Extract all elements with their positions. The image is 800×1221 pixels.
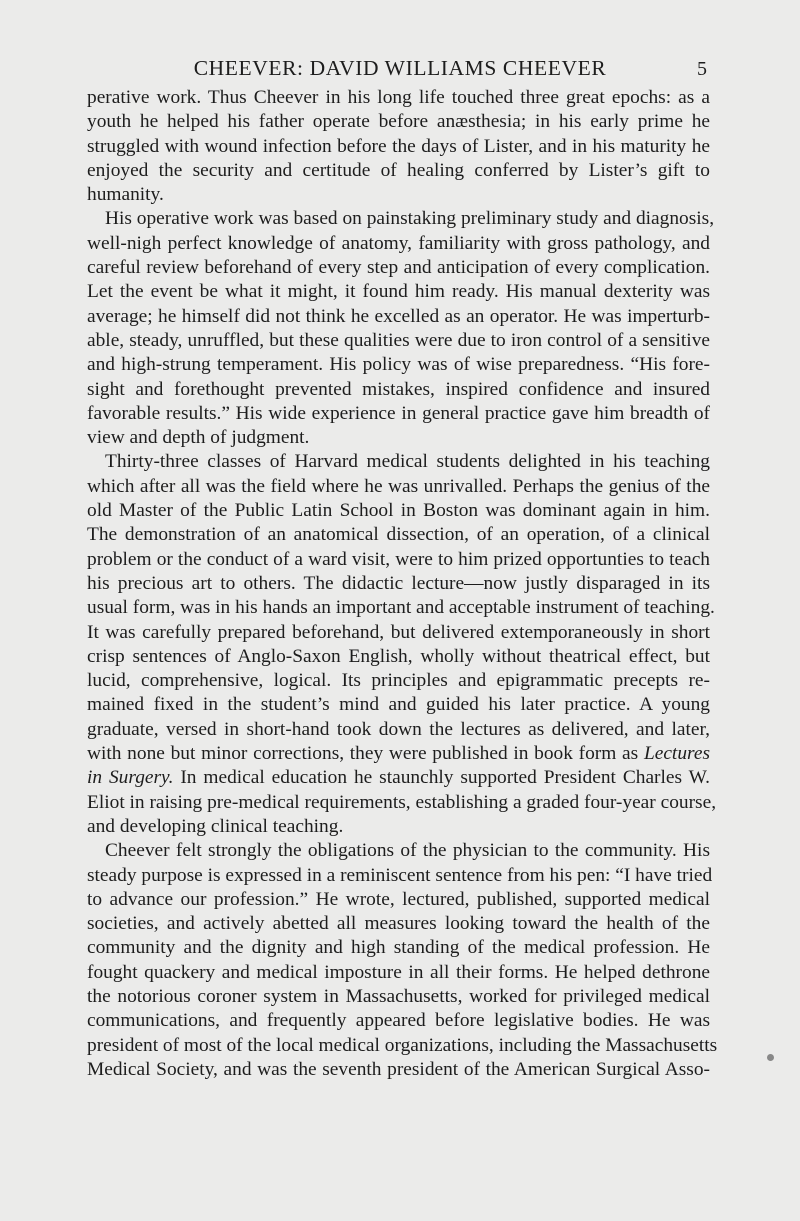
text-line: Medical Society, and was the seventh president of the American Surgical Asso- [87, 1058, 710, 1080]
text-line: communications, and frequently appeared before legislative bodies. He was [87, 1010, 710, 1032]
text-line: president of most of the local medical organizations, including the Massachusetts [87, 1034, 718, 1056]
text-line: well-nigh perfect knowledge of anatomy, familiarity with gross pathology, and [87, 232, 710, 254]
text-line: mained fixed in the student’s mind and guided his later practice. A young [87, 694, 710, 716]
text-line: It was carefully prepared beforehand, but delivered extemporaneously in short [87, 621, 710, 643]
text-line: old Master of the Public Latin School in Boston was dominant again in him. [87, 500, 710, 522]
text-line: problem or the conduct of a ward visit, were to him prized opportunties to teach [87, 548, 710, 570]
surgery-title-italic: in Surgery. [87, 767, 174, 789]
text-line: The demonstration of an anatomical dissection, of an operation, of a clinical [87, 524, 710, 546]
text-line: usual form, was in his hands an important and acceptable instrument of teaching. [87, 597, 715, 619]
text-line: fought quackery and medical imposture in all their forms. He helped dethrone [87, 961, 710, 983]
text-line: the notorious coroner system in Massachusetts, worked for privileged medical [87, 985, 710, 1007]
text-line: crisp sentences of Anglo-Saxon English, wholly without theatrical effect, but [87, 645, 710, 667]
text-line: which after all was the field where he was unrivalled. Perhaps the genius of the [87, 475, 710, 497]
text-line: and developing clinical teaching. [87, 815, 344, 837]
text-line: lucid, comprehensive, logical. Its principles and epigrammatic precepts re- [87, 670, 710, 692]
text-line [87, 742, 710, 766]
text-line: struggled with wound infection before the days of Lister, and in his maturity he [87, 135, 710, 157]
text-line: His operative work was based on painstaking preliminary study and diagnosis, [105, 208, 715, 230]
text-line: enjoyed the security and certitude of healing conferred by Lister’s gift to [87, 159, 710, 181]
text-line: sight and forethought prevented mistakes, inspired confidence and insured [87, 378, 710, 400]
text-line: average; he himself did not think he excelled as an operator. He was imperturb- [87, 305, 710, 327]
text-line: favorable results.” His wide experience in general practice gave him breadth of [87, 402, 710, 424]
text-line: Let the event be what it might, it found him ready. His manual dexterity was [87, 281, 710, 303]
text-line [87, 766, 710, 790]
paper-speck [767, 1054, 774, 1061]
body-text [87, 86, 718, 1082]
text-line: view and depth of judgment. [87, 427, 310, 449]
page-number: 5 [697, 58, 707, 80]
text-line-part: with none but minor corrections, they were published in book form as [87, 743, 639, 765]
text-line: and high-strung temperament. His policy was of wise preparedness. “His fore- [87, 354, 710, 376]
text-line: community and the dignity and high standing of the medical profession. He [87, 937, 710, 959]
lectures-title-italic: Lectures [643, 743, 710, 765]
text-line-part: In medical education he staunchly supported President Charles W. [173, 767, 710, 789]
text-line: humanity. [87, 184, 164, 206]
text-line: steady purpose is expressed in a reminiscent sentence from his pen: “I have tried [87, 864, 713, 886]
text-line: Eliot in raising pre-medical requirements, establishing a graded four-year course, [87, 791, 717, 813]
text-line: graduate, versed in short-hand took down the lectures as delivered, and later, [87, 718, 710, 740]
text-line: Thirty-three classes of Harvard medical students delighted in his teaching [105, 451, 710, 473]
text-line: perative work. Thus Cheever in his long life touched three great epochs: as a [87, 87, 710, 108]
text-line: societies, and actively abetted all measures looking toward the health of the [87, 913, 710, 935]
text-line: to advance our profession.” He wrote, lectured, published, supported medical [87, 888, 710, 910]
text-line: Cheever felt strongly the obligations of the physician to the community. His [105, 840, 710, 862]
running-head: CHEEVER: DAVID WILLIAMS CHEEVER [193, 56, 607, 80]
text-line: careful review beforehand of every step and anticipation of every complication. [87, 257, 710, 279]
text-line: his precious art to others. The didactic lecture—now justly disparaged in its [87, 572, 710, 594]
text-line: youth he helped his father operate before anæsthesia; in his early prime he [87, 111, 710, 133]
text-line: able, steady, unruffled, but these qualities were due to iron control of a sensitive [87, 329, 710, 351]
